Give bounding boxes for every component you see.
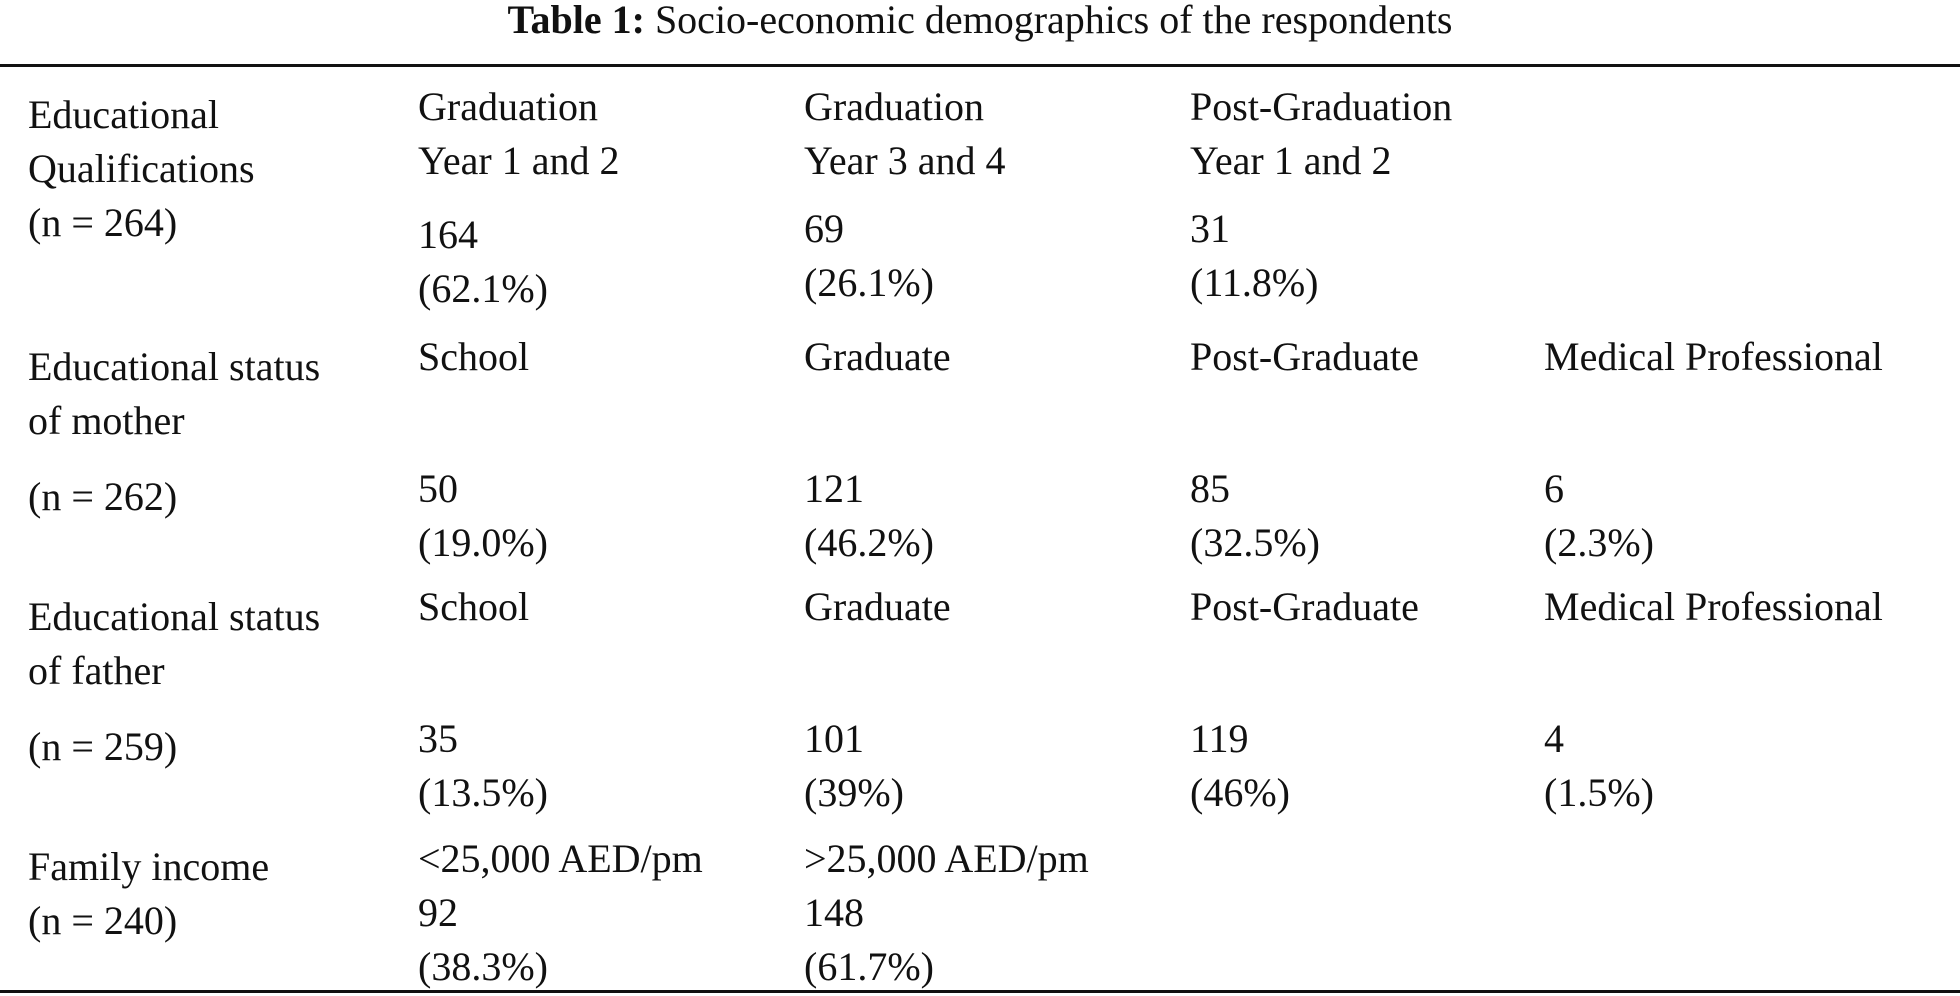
value-income-below-25000-percent: (38.3%) — [418, 944, 548, 989]
row-label-mother-status: Educational status of mother — [28, 344, 321, 443]
row-label-family-income: Family income (n = 240) — [28, 844, 270, 943]
header-mother-graduate: Graduate — [804, 334, 951, 379]
table-caption — [0, 0, 1960, 52]
table-bottom-rule — [0, 990, 1960, 993]
header-income-below-25000: <25,000 AED/pm — [418, 836, 703, 881]
value-income-above-25000-percent: (61.7%) — [804, 944, 934, 989]
value-post-graduation-year-1-2: 31 (11.8%) — [1190, 206, 1319, 305]
value-father-post-graduate: 119 (46%) — [1190, 716, 1290, 815]
column-family-income-below-25000 — [418, 832, 703, 994]
value-income-below-25000-count: 92 — [418, 890, 458, 935]
value-father-graduate: 101 (39%) — [804, 716, 904, 815]
value-mother-graduate: 121 (46.2%) — [804, 466, 934, 565]
row-label-father-status: Educational status of father — [28, 594, 321, 693]
value-father-medical-professional: 4 (1.5%) — [1544, 716, 1654, 815]
column-family-income-above-25000 — [804, 832, 1089, 994]
header-father-post-graduate: Post-Graduate — [1190, 584, 1419, 629]
header-mother-school: School — [418, 334, 530, 379]
value-father-school: 35 (13.5%) — [418, 716, 548, 815]
value-mother-school: 50 (19.0%) — [418, 466, 548, 565]
header-graduation-year-1-2: Graduation Year 1 and 2 — [418, 84, 620, 183]
header-mother-medical-professional: Medical Professional — [1544, 334, 1883, 379]
value-mother-medical-professional: 6 (2.3%) — [1544, 466, 1654, 565]
header-income-above-25000: >25,000 AED/pm — [804, 836, 1089, 881]
value-graduation-year-3-4: 69 (26.1%) — [804, 206, 934, 305]
table-caption-label: Table 1: — [507, 0, 645, 42]
header-mother-post-graduate: Post-Graduate — [1190, 334, 1419, 379]
row-label-father-count: (n = 259) — [28, 724, 178, 769]
row-label-mother-count: (n = 262) — [28, 474, 178, 519]
value-graduation-year-1-2: 164 (62.1%) — [418, 212, 548, 311]
table-caption-text: Socio-economic demographics of the respondents — [654, 0, 1453, 42]
header-post-graduation-year-1-2: Post-Graduation Year 1 and 2 — [1190, 84, 1453, 183]
header-father-graduate: Graduate — [804, 584, 951, 629]
row-label-educational-qualifications: Educational Qualifications (n = 264) — [28, 92, 255, 245]
header-father-medical-professional: Medical Professional — [1544, 584, 1883, 629]
header-father-school: School — [418, 584, 530, 629]
table-top-rule — [0, 64, 1960, 67]
header-graduation-year-3-4: Graduation Year 3 and 4 — [804, 84, 1006, 183]
value-mother-post-graduate: 85 (32.5%) — [1190, 466, 1320, 565]
value-income-above-25000-count: 148 — [804, 890, 864, 935]
